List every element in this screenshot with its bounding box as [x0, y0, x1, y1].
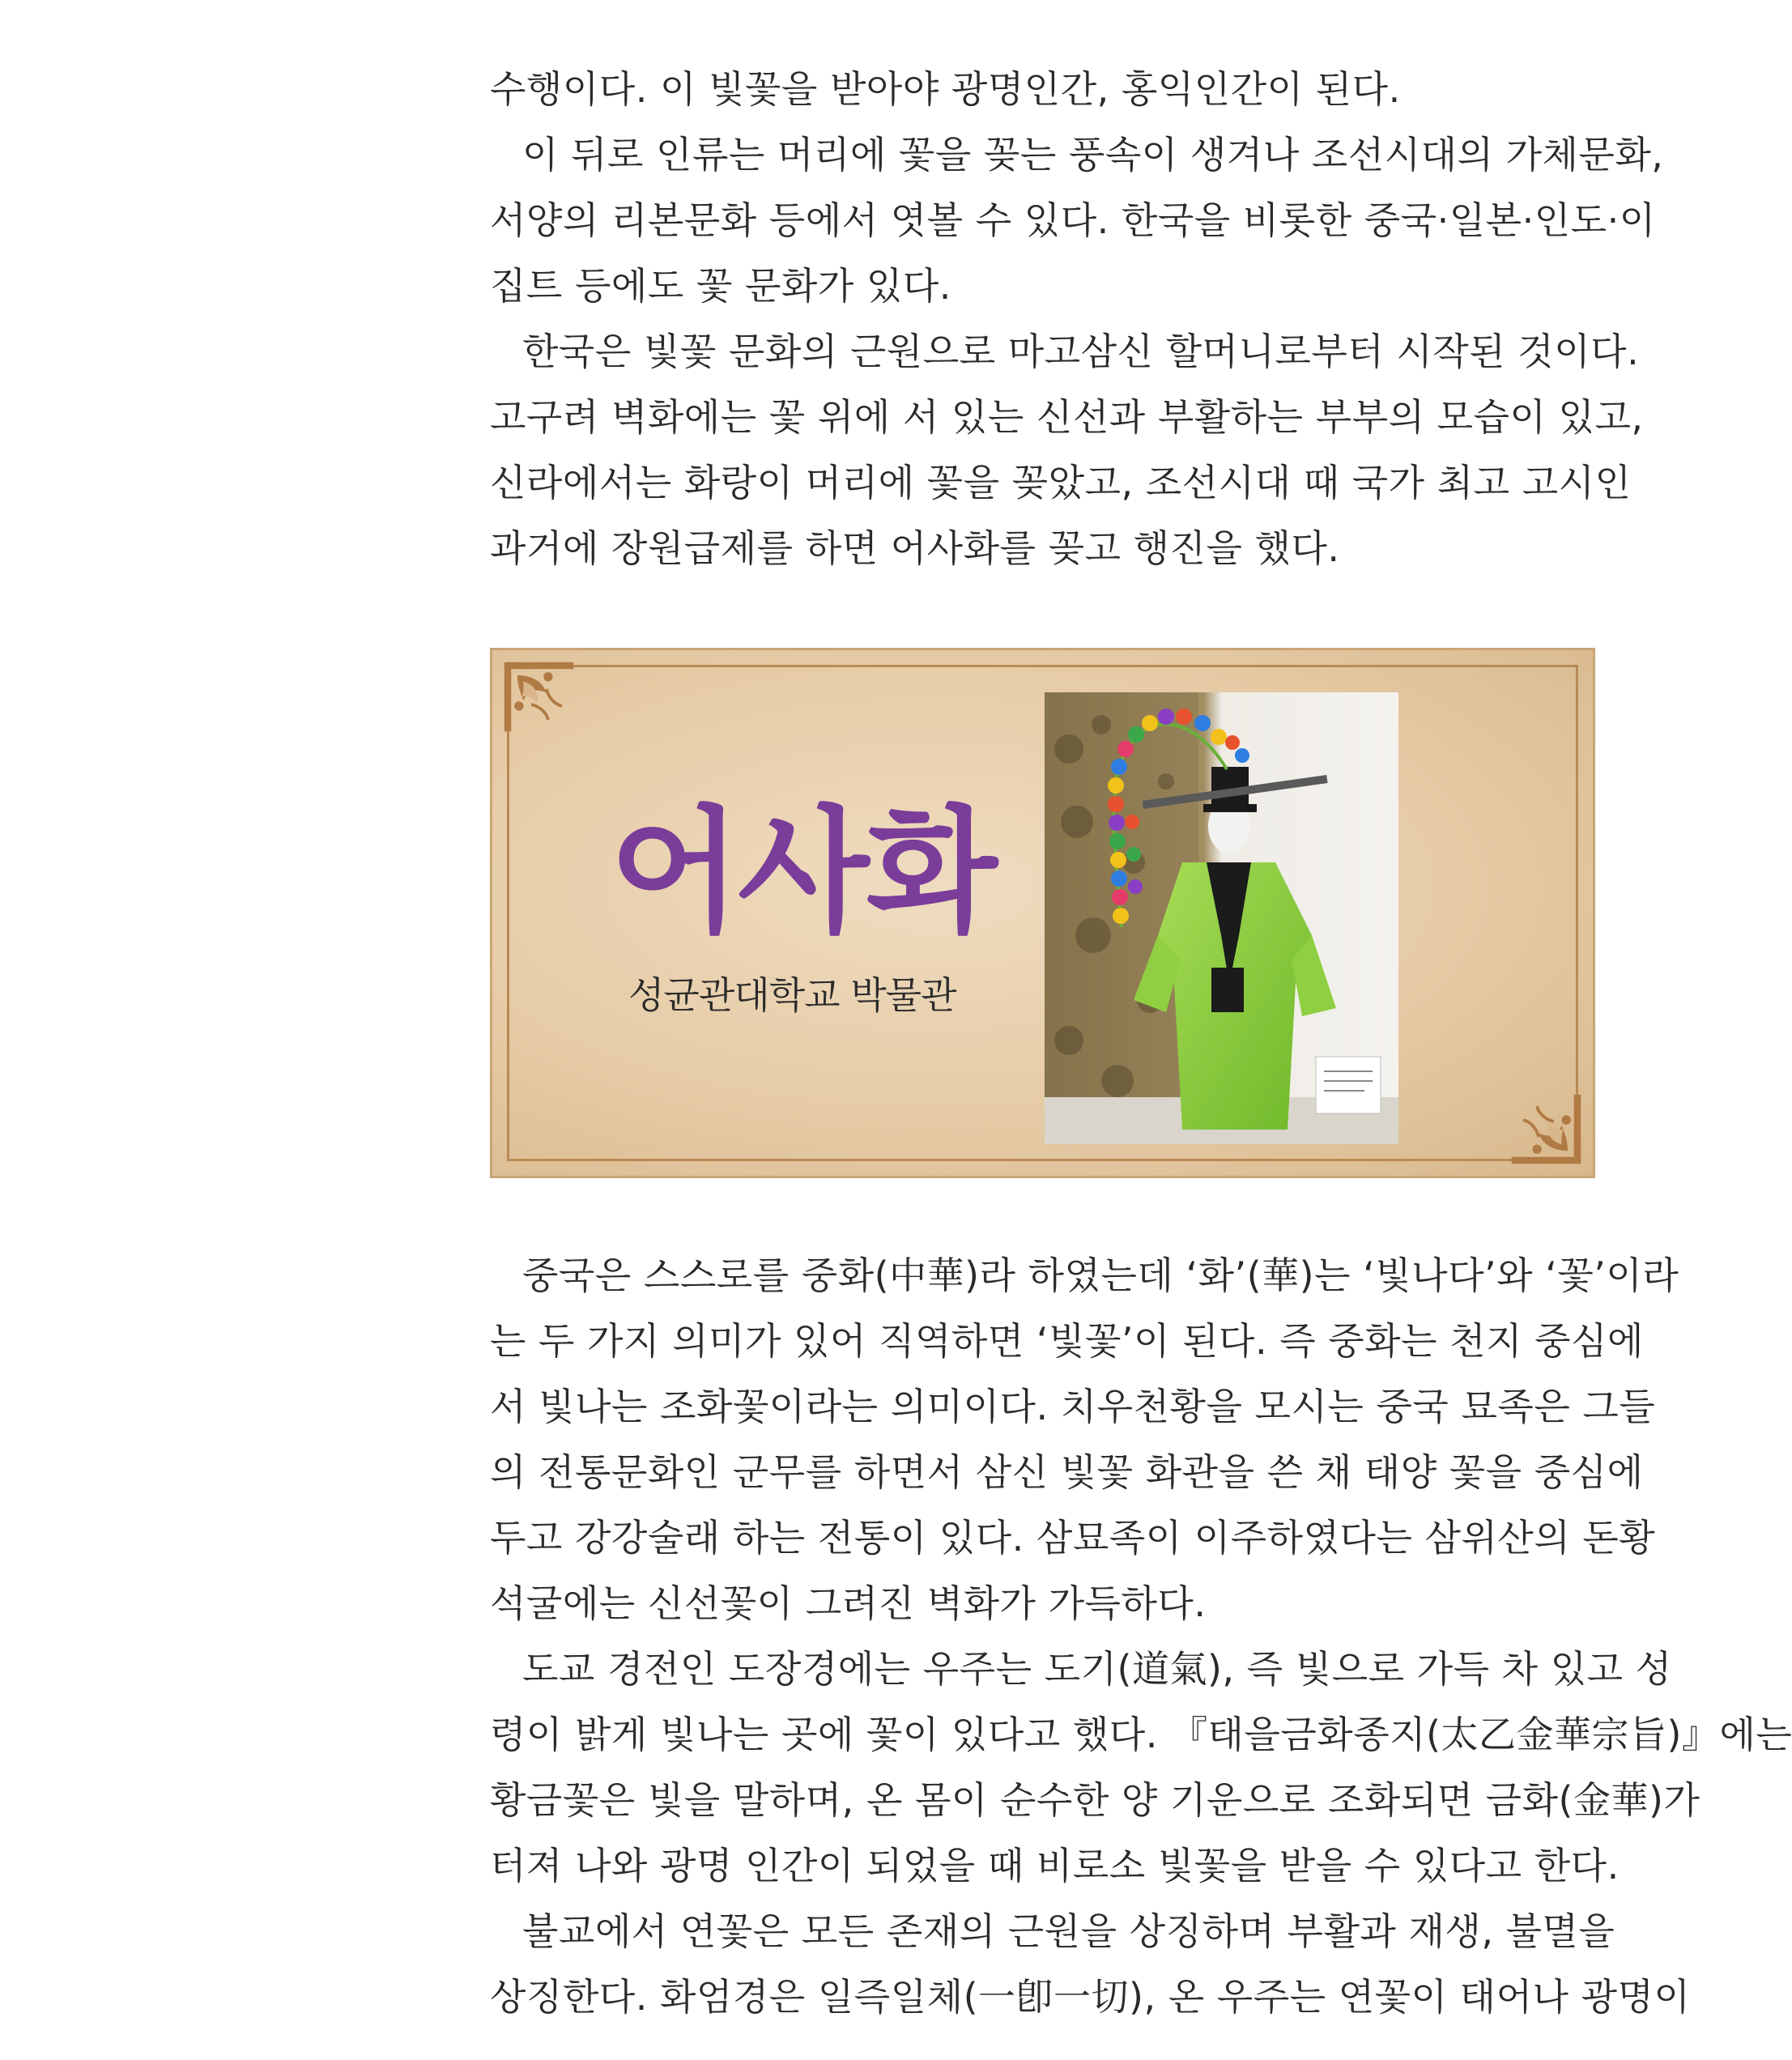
- text-line: 고구려 벽화에는 꽃 위에 서 있는 신선과 부활하는 부부의 모습이 있고,: [490, 395, 1644, 439]
- text-line: 령이 밝게 빛나는 곳에 꽃이 있다고 했다. 『태을금화종지(太乙金華宗旨)』에는: [490, 1713, 1792, 1756]
- text-line: 중국은 스스로를 중화(中華)라 하였는데 ‘화’(華)는 ‘빛나다’와 ‘꽃’이라: [522, 1253, 1679, 1297]
- text-line: 석굴에는 신선꽃이 그려진 벽화가 가득하다.: [490, 1581, 1207, 1625]
- text-line: 는 두 가지 의미가 있어 직역하면 ‘빛꽃’이 된다. 즉 중화는 천지 중심에: [490, 1319, 1644, 1363]
- figure-title: 어사화: [610, 793, 994, 951]
- text-line: 서 빛나는 조화꽃이라는 의미이다. 치우천황을 모시는 중국 묘족은 그들: [490, 1385, 1656, 1428]
- text-line: 불교에서 연꽃은 모든 존재의 근원을 상징하며 부활과 재생, 불멸을: [522, 1909, 1615, 1953]
- corner-ornament-icon: [1508, 1091, 1585, 1168]
- body-text-top: [490, 57, 1664, 581]
- text-line: 의 전통문화인 군무를 하면서 삼신 빛꽃 화관을 쓴 채 태양 꽃을 중심에: [490, 1450, 1644, 1494]
- scholar-costume-illustration: [1045, 692, 1398, 1144]
- corner-ornament-icon: [500, 658, 577, 735]
- text-line: 서양의 리본문화 등에서 엿볼 수 있다. 한국을 비롯한 중국·일본·인도·이: [490, 198, 1656, 242]
- text-line: 도교 경전인 도장경에는 우주는 도기(道氣), 즉 빛으로 가득 차 있고 성: [522, 1647, 1672, 1691]
- text-line: 한국은 빛꽃 문화의 근원으로 마고삼신 할머니로부터 시작된 것이다.: [522, 330, 1640, 373]
- figure-subtitle: 성균관대학교 박물관: [628, 973, 956, 1017]
- text-line: 황금꽃은 빛을 말하며, 온 몸이 순수한 양 기운으로 조화되면 금화(金華)가: [490, 1778, 1700, 1822]
- text-line: 신라에서는 화랑이 머리에 꽃을 꽂았고, 조선시대 때 국가 최고 고시인: [490, 461, 1632, 504]
- text-line: 과거에 장원급제를 하면 어사화를 꽂고 행진을 했다.: [490, 526, 1340, 570]
- text-line: 집트 등에도 꽃 문화가 있다.: [490, 264, 951, 308]
- body-text-bottom: [490, 1243, 1792, 2030]
- text-line: 수행이다. 이 빛꽃을 받아야 광명인간, 홍익인간이 된다.: [490, 67, 1401, 111]
- eosahwa-photo: [1045, 692, 1398, 1144]
- text-line: 터져 나와 광명 인간이 되었을 때 비로소 빛꽃을 받을 수 있다고 한다.: [490, 1844, 1620, 1888]
- text-line: 상징한다. 화엄경은 일즉일체(一卽一切), 온 우주는 연꽃이 태어나 광명이: [490, 1975, 1691, 2019]
- text-line: 이 뒤로 인류는 머리에 꽃을 꽂는 풍속이 생겨나 조선시대의 가체문화,: [522, 133, 1664, 177]
- eosahwa-figure: [490, 648, 1595, 1178]
- text-line: 두고 강강술래 하는 전통이 있다. 삼묘족이 이주하였다는 삼위산의 돈황: [490, 1516, 1656, 1560]
